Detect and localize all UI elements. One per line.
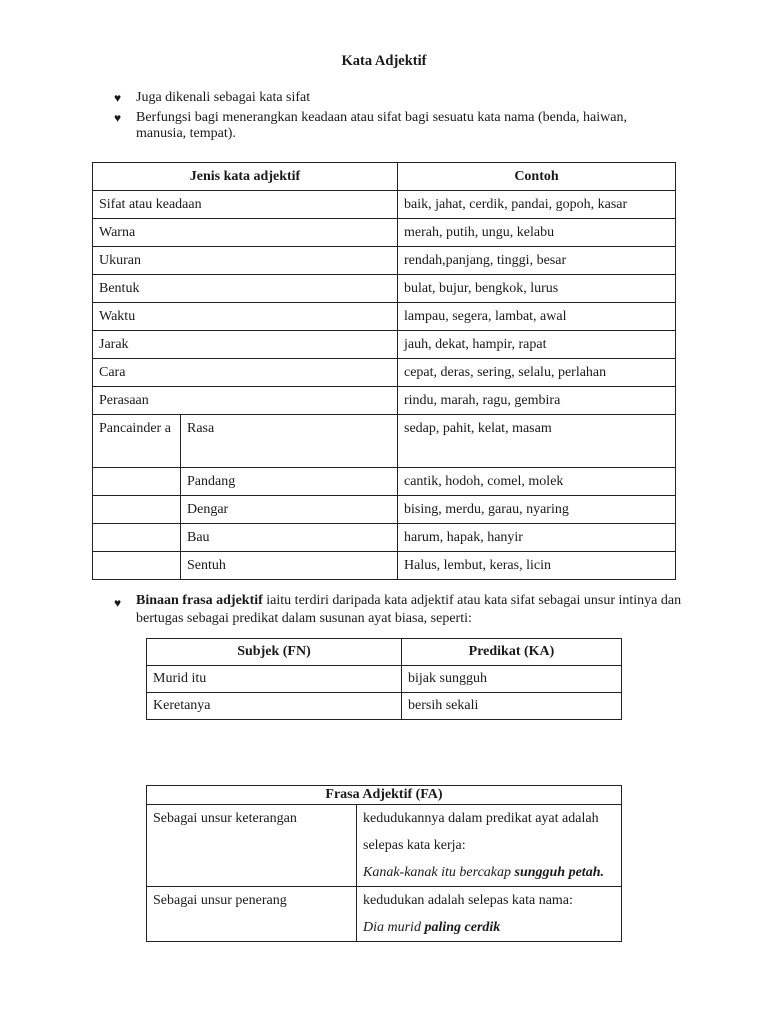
table-header-contoh: Contoh [398, 163, 676, 191]
table-row: Sentuh Halus, lembut, keras, licin [93, 552, 676, 580]
table-row: Waktu lampau, segera, lambat, awal [93, 303, 676, 331]
bullet-item: ♥ Berfungsi bagi menerangkan keadaan atau sifat bagi sesuatu kata nama (benda, haiwan, manusia, tempat). [114, 110, 627, 141]
example-sentence: Kanak-kanak itu bercakap sungguh petah. [363, 865, 604, 880]
table-header-frasa: Frasa Adjektif (FA) [147, 786, 622, 805]
pancaindera-label: Pancainder a [93, 415, 181, 468]
heart-bullet-icon: ♥ [114, 91, 122, 105]
table-row: Sifat atau keadaan baik, jahat, cerdik, pandai, gopoh, kasar [93, 191, 676, 219]
table-row: Sebagai unsur penerang kedudukan adalah selepas kata nama: Dia murid paling cerdik [147, 887, 622, 942]
table-row: Keretanya bersih sekali [147, 693, 622, 720]
table-row: Bentuk bulat, bujur, bengkok, lurus [93, 275, 676, 303]
table-row: Ukuran rendah,panjang, tinggi, besar [93, 247, 676, 275]
table-row: Warna merah, putih, ungu, kelabu [93, 219, 676, 247]
table-header-subjek: Subjek (FN) [147, 639, 402, 666]
table-row: Murid itu bijak sungguh [147, 666, 622, 693]
heart-bullet-icon: ♥ [114, 596, 122, 610]
table-header-predikat: Predikat (KA) [402, 639, 622, 666]
binaan-paragraph: ♥ Binaan frasa adjektif iaitu terdiri daripada kata adjektif atau kata sifat sebagai unsur intinya dan bertugas sebagai predikat dalam susunan ayat biasa, seperti: [114, 593, 682, 626]
heart-bullet-icon: ♥ [114, 111, 122, 125]
table-row: Dengar bising, merdu, garau, nyaring [93, 496, 676, 524]
table-row: Pandang cantik, hodoh, comel, molek [93, 468, 676, 496]
subjek-predikat-table [146, 638, 622, 720]
table-row: Bau harum, hapak, hanyir [93, 524, 676, 552]
table-row: Sebagai unsur keterangan kedudukannya dalam predikat ayat adalah selepas kata kerja: Kanak-kanak itu bercakap sungguh petah. [147, 805, 622, 887]
table-header-jenis: Jenis kata adjektif [93, 163, 398, 191]
table-row: Perasaan rindu, marah, ragu, gembira [93, 387, 676, 415]
table-row: Pancainder a Rasa sedap, pahit, kelat, masam [93, 415, 676, 468]
example-sentence: Dia murid paling cerdik [363, 920, 501, 935]
adjective-types-table [92, 162, 676, 580]
table-row: Cara cepat, deras, sering, selalu, perlahan [93, 359, 676, 387]
bullet-item: ♥ Juga dikenali sebagai kata sifat [114, 90, 311, 105]
page-title: Kata Adjektif [341, 53, 427, 69]
intro-bullets [114, 90, 674, 146]
table-row: Jarak jauh, dekat, hampir, rapat [93, 331, 676, 359]
frasa-adjektif-table [146, 785, 622, 942]
